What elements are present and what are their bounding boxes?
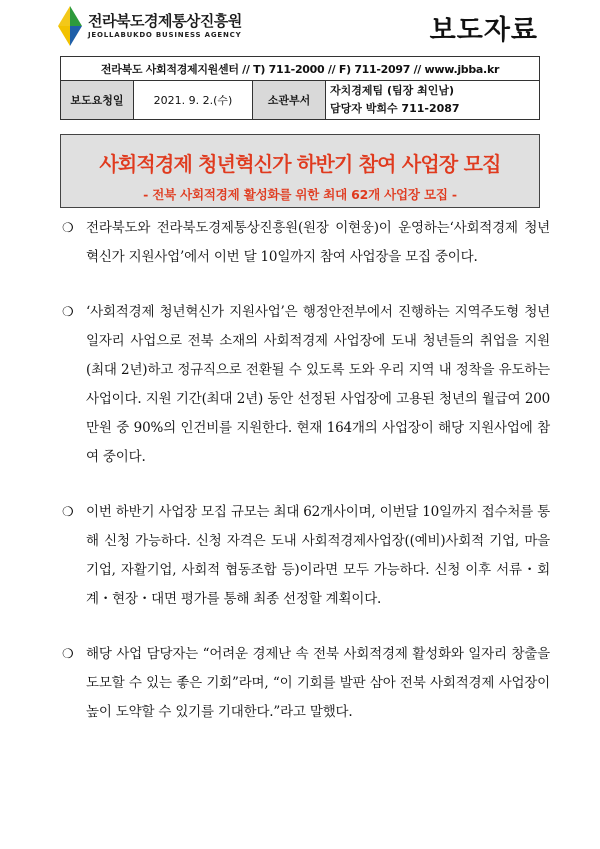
document-type-title: 보도자료 <box>429 15 538 46</box>
paragraph-text: ‘사회적경제 청년혁신가 지원사업’은 행정안전부에서 진행하는 지역주도형 청년일자리 사업으로 전북 소재의 사회적경제 사업장에 도내 청년들의 취업을 지원(최대 2년)하고 정규직으로 전환될 수 있도록 도와 우리 지역 내 정착을 유도하는 사업이다. 지원 기간(최대 2년) 동안 선정된 사업장에 고용된 청년의 월급여 200만원 중 90%의 인건비를 지원한다. 현재 164개의 사업장이 해당 지원사업에 참여 중이다. <box>86 304 550 465</box>
paragraph-text: 이번 하반기 사업장 모집 규모는 최대 62개사이며, 이번달 10일까지 접수처를 통해 신청 가능하다. 신청 자격은 도내 사회적경제사업장((예비)사회적 기업, 마을기업, 자활기업, 사회적 협동조합 등)이라면 모두 가능하다. 신청 이후 서류・회계・현장・대면 평가를 통해 최종 선정할 계획이다. <box>86 504 550 607</box>
paragraph <box>62 298 550 472</box>
headline-box <box>60 134 540 208</box>
org-name-kr: 전라북도경제통상진흥원 <box>88 12 242 30</box>
article-body <box>62 214 550 727</box>
circle-bullet-icon: ❍ <box>62 305 74 320</box>
paragraph <box>62 214 550 272</box>
request-date-label: 보도요청일 <box>61 81 134 120</box>
paragraph-text: 해당 사업 담당자는 “어려운 경제난 속 전북 사회적경제 활성화와 일자리 창출을 도모할 수 있는 좋은 기회”라며, “이 기회를 발판 삼아 전북 사회적경제 사업장이 높이 도약할 수 있기를 기대한다.”라고 말했다. <box>86 646 550 720</box>
paragraph <box>62 640 550 727</box>
department-team: 자치경제팀 (팀장 최인남) <box>330 84 454 97</box>
paragraph-text: 전라북도와 전라북도경제통상진흥원(원장 이현웅)이 운영하는‘사회적경제 청년혁신가 지원사업’에서 이번 달 10일까지 참여 사업장을 모집 중이다. <box>86 220 550 265</box>
request-date-value: 2021. 9. 2.(수) <box>134 81 253 120</box>
agency-logo-icon <box>58 6 82 46</box>
headline-title: 사회적경제 청년혁신가 하반기 참여 사업장 모집 <box>99 152 501 176</box>
circle-bullet-icon: ❍ <box>62 221 74 236</box>
department-value <box>326 81 540 120</box>
circle-bullet-icon: ❍ <box>62 647 74 662</box>
press-header <box>0 0 600 56</box>
headline-subtitle: - 전북 사회적경제 활성화를 위한 최대 62개 사업장 모집 - <box>143 187 457 202</box>
circle-bullet-icon: ❍ <box>62 505 74 520</box>
paragraph <box>62 498 550 614</box>
info-table <box>60 56 540 120</box>
contact-line: 전라북도 사회적경제지원센터 // T) 711-2000 // F) 711-2097 // www.jbba.kr <box>61 57 540 81</box>
org-name-en: JEOLLABUKDO BUSINESS AGENCY <box>88 31 242 39</box>
department-label: 소관부서 <box>253 81 326 120</box>
department-contact: 담당자 박희수 711-2087 <box>330 102 460 115</box>
